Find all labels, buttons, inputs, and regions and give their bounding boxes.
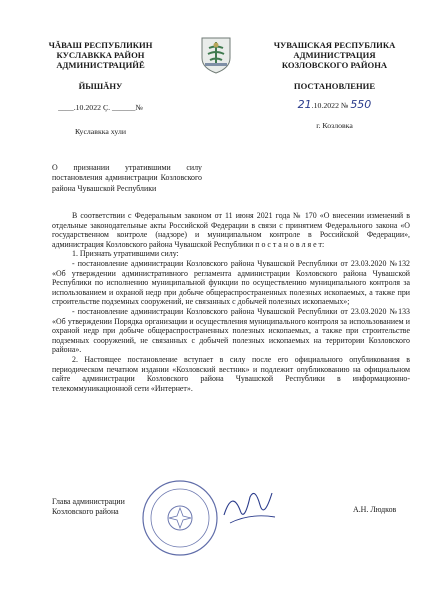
official-stamp-icon <box>140 478 220 558</box>
left-date-line: ____.10.2022 Ç. ______№ <box>58 103 143 112</box>
item-2: 2. Настоящее постановление вступает в силу после его официального опубликования в периодическом печатном издании «Козловский вестник» и подлежит опубликованию на официальном сайте администрации Козловского района Чувашской Республики в информационно-телекоммуникационной сети «Интернет». <box>52 354 410 393</box>
right-doc-type: ПОСТАНОВЛЕНИЕ <box>293 81 376 91</box>
item-1: 1. Признать утратившими силу: <box>72 249 179 259</box>
left-header-line2: КУСЛАВККА РАЙОН <box>56 50 145 60</box>
left-header-line3: АДМИНИСТРАЦИЙĔ <box>56 60 145 70</box>
signature-icon <box>220 485 280 530</box>
left-doc-type: ЙЫШĂНУ <box>78 81 123 91</box>
right-place: г. Козловка <box>316 121 353 130</box>
position-line2: Козловского района <box>52 507 119 516</box>
intro-paragraph: В соответствии с Федеральным законом от 11 июня 2021 года № 170 «О внесении изменений в отдельные законодательные акты Российской Федерации в связи с принятием Федерального закона «О государственном контроле (надзоре) и муниципальном контроле в Российской Федерации», администрация Козловского района Чувашской Республики п о с т а н о в л я е т: <box>52 211 410 249</box>
left-header-line1: ЧĂВАШ РЕСПУБЛИКИН <box>48 40 153 50</box>
signatory-name: А.Н. Людков <box>353 505 397 514</box>
document-body <box>52 211 410 393</box>
document-title: О признании утратившими силу постановления администрации Козловского района Чувашской Республики <box>52 163 202 193</box>
right-header-line2: АДМИНИСТРАЦИЯ <box>293 50 376 60</box>
right-header-line1: ЧУВАШСКАЯ РЕСПУБЛИКА <box>273 40 396 50</box>
left-place: Куславкка хули <box>74 127 127 136</box>
right-header-line3: КОЗЛОВСКОГО РАЙОНА <box>281 60 388 70</box>
doc-number: 550 <box>350 98 372 111</box>
position-line1: Глава администрации <box>52 497 125 506</box>
signature-position <box>52 497 125 517</box>
right-header <box>262 40 407 131</box>
left-header <box>18 40 183 137</box>
coat-of-arms-icon <box>200 36 232 74</box>
date-day: 21 <box>297 98 312 111</box>
item-1b: - постановление администрации Козловского района Чувашской Республики от 23.03.2020 №133 «Об утверждении Порядка организации и осуществления муниципального контроля за использованием и охраной недр при добыче общераспространенных полезных ископаемых, а также при строительстве подземных сооружений, не связанных с добычей полезных ископаемых на территории Козловского района». <box>52 306 410 355</box>
right-date-line <box>262 100 407 111</box>
item-1a: - постановление администрации Козловского района Чувашской Республики от 23.03.2020 №132 «Об утверждении административного регламента администрации Козловского района Чувашской Республики по исполнению муниципальной функции по осуществлению муниципального контроля за использованием и охраной недр при добыче общераспространенных полезных ископаемых, а также при строительстве подземных сооружений, не связанных с добычей полезных ископаемых»; <box>52 258 410 307</box>
date-rest: .10.2022 № <box>311 101 349 110</box>
